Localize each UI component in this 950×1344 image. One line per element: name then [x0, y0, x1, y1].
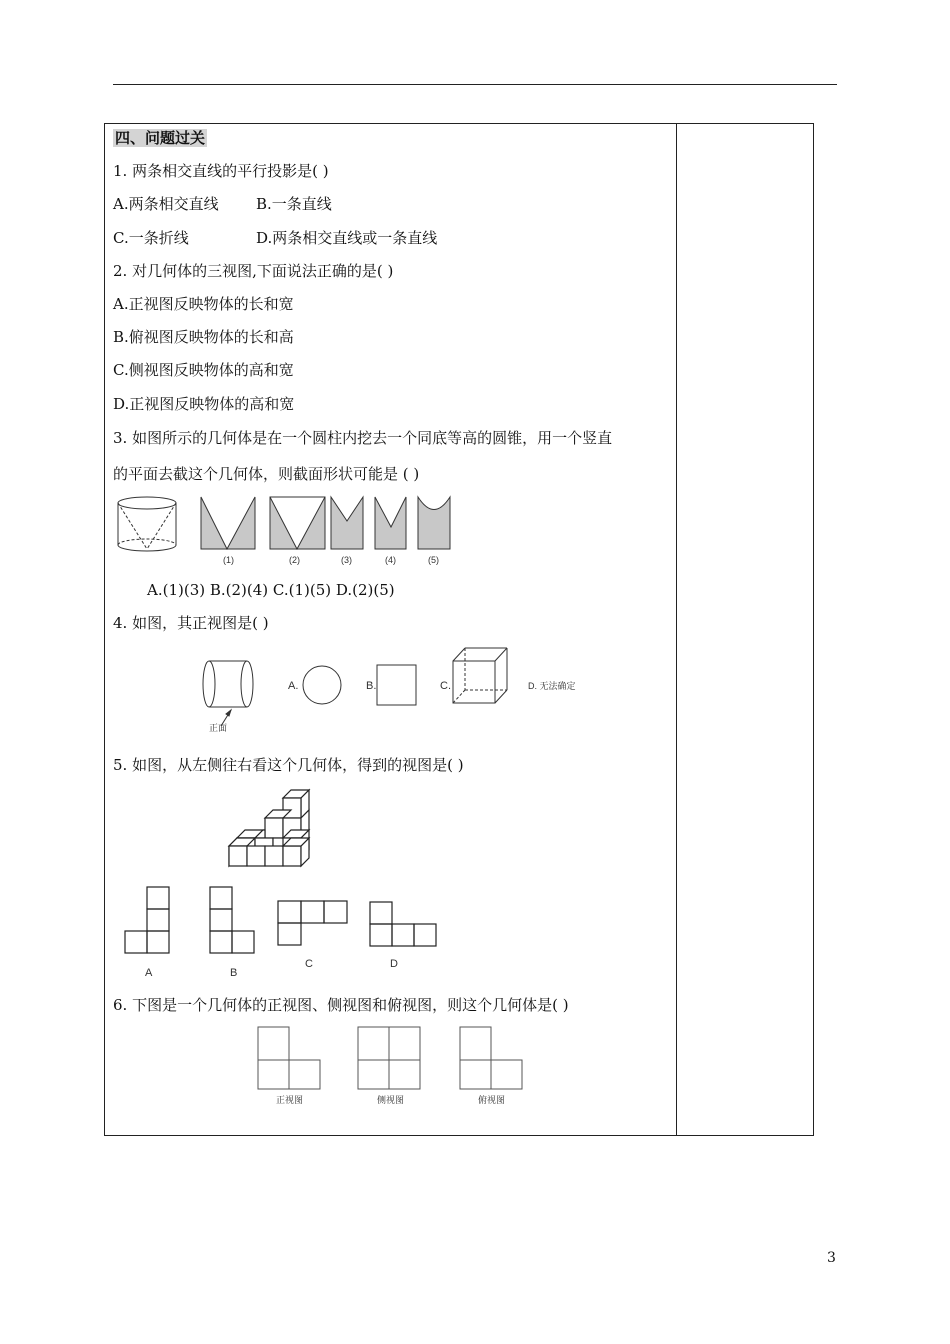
- q4-option-b-label: B.: [366, 680, 377, 692]
- view-d-icon: [370, 902, 436, 946]
- fig-label-1: (1): [223, 555, 234, 565]
- cross-section-2-icon: [270, 497, 325, 549]
- q5-label-d: D: [390, 958, 398, 970]
- q5-label-c: C: [305, 958, 313, 970]
- q5-options-figure: [120, 882, 450, 980]
- cylinder-with-cone-icon: [118, 497, 176, 551]
- q2-option-c: C.侧视图反映物体的高和宽: [113, 361, 294, 379]
- page-number: 3: [827, 1250, 836, 1266]
- q5-stem: 5. 如图，从左侧往右看这个几何体，得到的视图是( ): [113, 756, 464, 774]
- q5-label-a: A: [145, 967, 153, 979]
- q2-stem: 2. 对几何体的三视图,下面说法正确的是( ): [113, 262, 394, 280]
- q6-three-views-figure: [250, 1022, 535, 1112]
- front-view-icon: [258, 1027, 320, 1089]
- cube-icon: [453, 648, 507, 703]
- top-view-label: 俯视图: [478, 1095, 506, 1105]
- fig-label-5: (5): [428, 555, 439, 565]
- cross-section-4-icon: [375, 497, 406, 549]
- q2-option-a: A.正视图反映物体的长和宽: [113, 295, 294, 313]
- q3-stem-line1: 3. 如图所示的几何体是在一个圆柱内挖去一个同底等高的圆锥，用一个竖直: [113, 429, 613, 447]
- q4-option-c-label: C.: [440, 680, 451, 692]
- fig-label-3: (3): [341, 555, 352, 565]
- fig-label-4: (4): [385, 555, 396, 565]
- header-rule: [113, 84, 837, 85]
- q4-figure: [195, 645, 595, 737]
- q3-figure: [112, 494, 462, 566]
- circle-icon: [303, 666, 341, 704]
- q3-stem-line2: 的平面去截这个几何体，则截面形状可能是 ( ): [113, 465, 420, 483]
- q4-option-a-label: A.: [288, 680, 299, 692]
- view-c-icon: [278, 901, 347, 945]
- q1-option-b: B.一条直线: [256, 195, 332, 213]
- q4-stem: 4. 如图，其正视图是( ): [113, 614, 269, 632]
- view-b-icon: [210, 887, 254, 953]
- q1-option-a: A.两条相交直线: [113, 195, 219, 213]
- q1-stem: 1. 两条相交直线的平行投影是( ): [113, 162, 329, 180]
- q2-option-b: B.俯视图反映物体的长和高: [113, 328, 294, 346]
- front-view-label: 正视图: [276, 1095, 304, 1105]
- q5-solid-figure: [226, 784, 318, 876]
- q4-option-d-label: D. 无法确定: [528, 681, 576, 691]
- square-icon: [377, 665, 416, 705]
- cross-section-1-icon: [201, 497, 255, 549]
- cross-section-3-icon: [331, 497, 363, 549]
- side-view-label: 侧视图: [377, 1095, 405, 1105]
- cylinder-icon: [203, 661, 253, 726]
- q2-option-d: D.正视图反映物体的高和宽: [113, 395, 295, 413]
- q5-label-b: B: [230, 967, 238, 979]
- side-view-icon: [358, 1027, 420, 1089]
- notes-column-divider: [676, 124, 677, 1135]
- view-a-icon: [125, 887, 169, 953]
- q1-option-c: C.一条折线: [113, 229, 189, 247]
- front-label: 正面: [209, 723, 228, 733]
- fig-label-2: (2): [289, 555, 300, 565]
- section-title: 四、问题过关: [115, 129, 206, 147]
- top-view-icon: [460, 1027, 522, 1089]
- q6-stem: 6. 下图是一个几何体的正视图、侧视图和俯视图，则这个几何体是( ): [113, 996, 569, 1014]
- q1-option-d: D.两条相交直线或一条直线: [256, 229, 438, 247]
- cross-section-5-icon: [418, 497, 450, 549]
- q3-options: A.(1)(3) B.(2)(4) C.(1)(5) D.(2)(5): [147, 581, 395, 599]
